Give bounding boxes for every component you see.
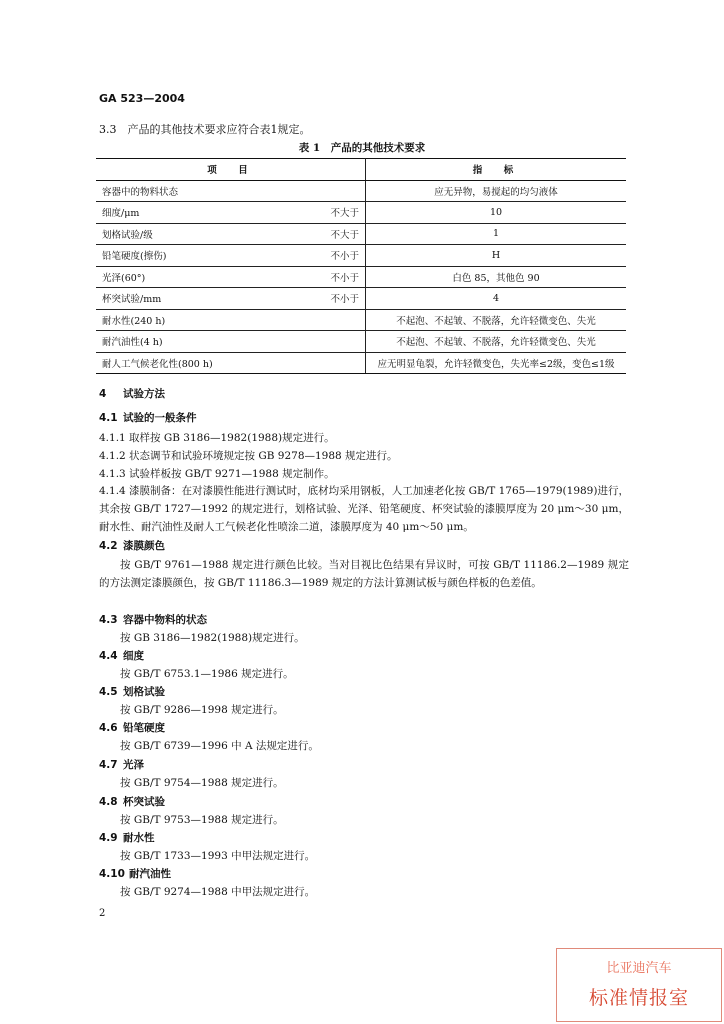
clause-4-2-text: 按 GB/T 9761—1988 规定进行颜色比较。当对目视比色结果有异议时，可按 GB/T 11186.2—1989 规定的方法测定漆膜颜色，按 GB/T 11186.3—1989 规定的方法计算测试板与颜色样板的色差值。: [99, 559, 629, 589]
clause-4-3-text: 按 GB 3186—1982(1988)规定进行。: [120, 632, 305, 644]
clause-text: 试验样板按 GB/T 9271—1988 规定制作。: [129, 468, 335, 480]
section-number: 4.3: [99, 614, 118, 626]
clause-number: 4.1.2: [99, 450, 126, 462]
row-item: 铅笔硬度(擦伤): [96, 245, 303, 267]
section-4-6-heading: [99, 720, 165, 735]
section-number: 4.1: [99, 412, 118, 424]
clause-4-1-2: [99, 448, 398, 463]
table-row: [96, 202, 626, 224]
section-title: 漆膜颜色: [123, 540, 165, 552]
row-condition: 不小于: [303, 288, 366, 310]
row-indicator: 1: [366, 223, 627, 245]
section-number: 4: [99, 388, 107, 400]
row-indicator: 应无明显龟裂，允许轻微变色，失光率≤2级，变色≤1级: [366, 352, 627, 374]
section-4-4-heading: [99, 648, 144, 663]
clause-4-10-text: 按 GB/T 9274—1988 中甲法规定进行。: [120, 886, 316, 898]
section-title: 试验的一般条件: [123, 412, 197, 424]
section-number: 4.6: [99, 722, 118, 734]
section-4-1-heading: [99, 410, 197, 425]
clause-4-1-1: [99, 430, 335, 445]
clause-4-4-text: 按 GB/T 6753.1—1986 规定进行。: [120, 668, 294, 680]
table-row: [96, 223, 626, 245]
row-indicator: H: [366, 245, 627, 267]
requirements-table: [96, 158, 626, 374]
library-stamp: [556, 948, 722, 1022]
clause-4-7-text: 按 GB/T 9754—1988 规定进行。: [120, 777, 284, 789]
row-indicator: 白色 85，其他色 90: [366, 266, 627, 288]
section-title: 铅笔硬度: [123, 722, 165, 734]
section-4-2-heading: [99, 538, 165, 553]
row-item: 耐人工气候老化性(800 h): [96, 352, 303, 374]
section-4-9-heading: [99, 830, 155, 845]
clause-4-5-text: 按 GB/T 9286—1998 规定进行。: [120, 704, 284, 716]
section-4-3-heading: [99, 612, 207, 627]
row-item: 划格试验/级: [96, 223, 303, 245]
row-indicator: 应无异物，易搅起的均匀液体: [366, 180, 627, 202]
row-item: 容器中的物料状态: [96, 180, 303, 202]
section-4-heading: [99, 386, 165, 401]
section-title: 容器中物料的状态: [123, 614, 207, 626]
clause-4-1-3: [99, 466, 335, 481]
clause-4-1-4: [99, 482, 629, 536]
clause-number: 4.1.3: [99, 468, 126, 480]
table-row: [96, 309, 626, 331]
section-4-8-heading: [99, 794, 165, 809]
table-row: [96, 288, 626, 310]
row-item: 耐水性(240 h): [96, 309, 303, 331]
row-indicator: 不起泡、不起皱、不脱落，允许轻微变色、失光: [366, 309, 627, 331]
row-condition: [303, 331, 366, 353]
row-item: 光泽(60°): [96, 266, 303, 288]
row-item: 细度/μm: [96, 202, 303, 224]
row-condition: 不大于: [303, 223, 366, 245]
clause-text: 漆膜制备：在对漆膜性能进行测试时，底材均采用钢板，人工加速老化按 GB/T 1765—1979(1989)进行，其余按 GB/T 1727—1992 的规定进行，划格试验、光泽、铅笔硬度、杯突试验的漆膜厚度为 20 μm～30 μm，耐水性、耐汽油性及耐人工气候老化性喷涂二道，漆膜厚度为 40 μm～50 μm。: [99, 485, 629, 533]
section-title: 光泽: [123, 759, 144, 771]
row-condition: [303, 180, 366, 202]
row-condition: 不小于: [303, 245, 366, 267]
clause-text: 取样按 GB 3186—1982(1988)规定进行。: [129, 432, 335, 444]
row-item: 耐汽油性(4 h): [96, 331, 303, 353]
section-title: 耐水性: [123, 832, 155, 844]
row-indicator: 10: [366, 202, 627, 224]
section-title: 耐汽油性: [129, 868, 171, 880]
table-caption: 表 1 产品的其他技术要求: [298, 142, 426, 154]
section-title: 杯突试验: [123, 796, 165, 808]
table-row: [96, 180, 626, 202]
section-number: 4.10: [99, 868, 125, 880]
row-condition: [303, 309, 366, 331]
header-item: 项 目: [96, 159, 366, 181]
row-item: 杯突试验/mm: [96, 288, 303, 310]
stamp-line-2: 标准情报室: [588, 987, 689, 1009]
row-indicator: 不起泡、不起皱、不脱落，允许轻微变色、失光: [366, 331, 627, 353]
section-4-7-heading: [99, 757, 144, 772]
stamp-line-1: 比亚迪汽车: [606, 961, 672, 976]
clause-3-3: 3.3 产品的其他技术要求应符合表1规定。: [99, 123, 311, 136]
clause-4-9-text: 按 GB/T 1733—1993 中甲法规定进行。: [120, 850, 316, 862]
row-indicator: 4: [366, 288, 627, 310]
section-number: 4.7: [99, 759, 118, 771]
row-condition: 不小于: [303, 266, 366, 288]
section-number: 4.9: [99, 832, 118, 844]
table-row: [96, 245, 626, 267]
section-number: 4.8: [99, 796, 118, 808]
clause-text: 状态调节和试验环境规定按 GB 9278—1988 规定进行。: [129, 450, 398, 462]
section-number: 4.5: [99, 686, 118, 698]
section-4-10-heading: [99, 866, 171, 881]
clause-4-8-text: 按 GB/T 9753—1988 规定进行。: [120, 814, 284, 826]
section-number: 4.4: [99, 650, 118, 662]
page-number: 2: [99, 908, 106, 919]
section-title: 试验方法: [123, 388, 165, 400]
section-4-5-heading: [99, 684, 165, 699]
row-condition: 不大于: [303, 202, 366, 224]
section-title: 划格试验: [123, 686, 165, 698]
clause-number: 4.1.4: [99, 485, 126, 497]
table-header-row: [96, 159, 626, 181]
section-title: 细度: [123, 650, 144, 662]
table-row: [96, 331, 626, 353]
standard-number: GA 523—2004: [99, 92, 185, 105]
clause-number: 4.1.1: [99, 432, 126, 444]
section-number: 4.2: [99, 540, 118, 552]
header-indicator: 指 标: [366, 159, 627, 181]
row-condition: [303, 352, 366, 374]
clause-4-6-text: 按 GB/T 6739—1996 中 A 法规定进行。: [120, 740, 319, 752]
table-row: [96, 266, 626, 288]
table-row: [96, 352, 626, 374]
